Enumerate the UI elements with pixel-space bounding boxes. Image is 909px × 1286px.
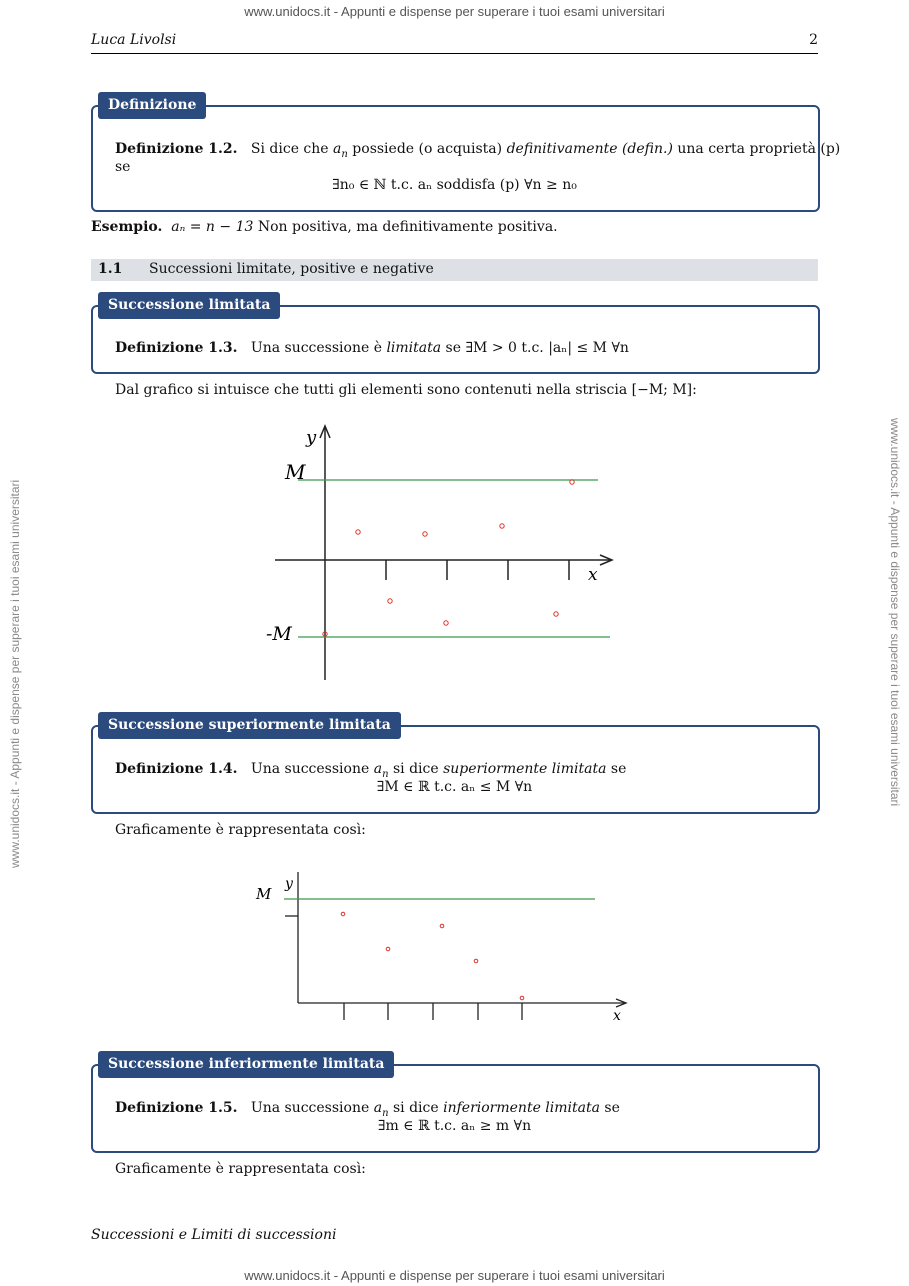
graph2-upper-label: M (256, 885, 272, 903)
paragraph-graficamente-2: Graficamente è rappresentata così: (115, 1161, 366, 1177)
formula-definitivamente: ∃n₀ ∈ ℕ t.c. aₙ soddisfa (p) ∀n ≥ n₀ (332, 177, 577, 193)
graph1-y-label: y (306, 427, 317, 448)
definition-1-2-text: Definizione 1.2. Si dice che $a_n$ possiede (o acquista) definitivamente (defin.) una certa proprietà (p) (115, 141, 841, 160)
box-tab-successione-limitata: Successione limitata (98, 292, 280, 319)
box-tab-inferiormente-limitata: Successione inferiormente limitata (98, 1051, 394, 1078)
box-tab-superiormente-limitata: Successione superiormente limitata (98, 712, 401, 739)
box-tab-definizione: Definizione (98, 92, 206, 119)
author-name: Luca Livolsi (91, 32, 177, 48)
formula-inferiormente: ∃m ∈ ℝ t.c. aₙ ≥ m ∀n (377, 1118, 532, 1134)
graph2-y-label: y (285, 876, 293, 892)
graph1-upper-label: M (285, 460, 306, 484)
watermark-right: www.unidocs.it - Appunti e dispense per superare i tuoi esami universitari (888, 418, 902, 807)
running-head (91, 32, 818, 48)
section-number: 1.1 (98, 261, 123, 277)
definition-label: Definizione 1.2. (115, 141, 238, 157)
definition-1-4-text: Definizione 1.4. Una successione $a_n$ si dice superiormente limitata se (115, 761, 627, 780)
paragraph-graficamente-1: Graficamente è rappresentata così: (115, 822, 366, 838)
graph1-lower-label: -M (266, 623, 292, 645)
definition-1-5-text: Definizione 1.5. Una successione $a_n$ si dice inferiormente limitata se (115, 1100, 620, 1119)
section-title: Successioni limitate, positive e negative (149, 261, 434, 277)
watermark-left: www.unidocs.it - Appunti e dispense per superare i tuoi esami universitari (8, 479, 22, 868)
watermark-bottom: www.unidocs.it - Appunti e dispense per superare i tuoi esami universitari (244, 1268, 665, 1283)
paragraph-striscia: Dal grafico si intuisce che tutti gli elementi sono contenuti nella striscia [−M; M]: (115, 382, 697, 398)
example-line: Esempio. aₙ = n − 13 Non positiva, ma definitivamente positiva. (91, 219, 558, 235)
definition-1-3-text: Definizione 1.3. Una successione è limitata se ∃M > 0 t.c. |aₙ| ≤ M ∀n (115, 340, 629, 356)
watermark-top: www.unidocs.it - Appunti e dispense per superare i tuoi esami universitari (244, 4, 665, 19)
definition-1-2-line2: se (115, 159, 131, 175)
page-number: 2 (809, 32, 818, 48)
graph1-x-label: x (588, 565, 598, 585)
graph2-x-label: x (613, 1008, 621, 1024)
header-rule (91, 53, 818, 54)
formula-superiormente: ∃M ∈ ℝ t.c. aₙ ≤ M ∀n (376, 779, 533, 795)
page-footer: Successioni e Limiti di successioni (91, 1227, 337, 1243)
